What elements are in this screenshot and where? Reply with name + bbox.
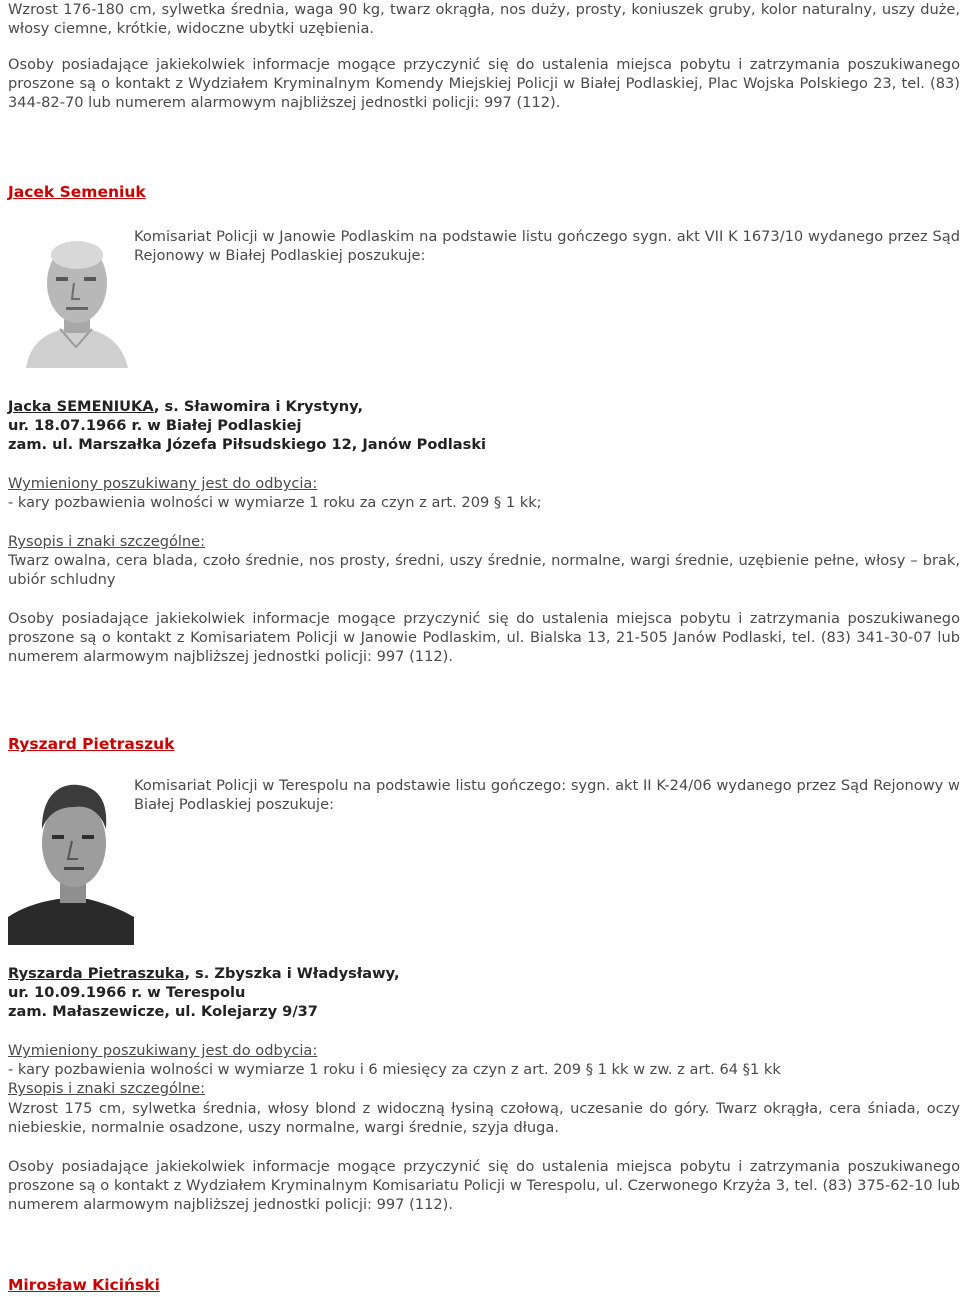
portrait-pietraszuk-image bbox=[8, 777, 134, 945]
identity-block-pietraszuk bbox=[8, 964, 960, 1021]
name-line-semeniuk bbox=[8, 397, 960, 416]
wanted-label-semeniuk: Wymieniony poszukiwany jest do odbycia: bbox=[8, 475, 318, 492]
rysopis-text-semeniuk: Twarz owalna, cera blada, czoło średnie, nos prosty, średni, uszy średnie, normalne, wargi średnie, uzębienie pełne, włosy – brak, ubiór schludny bbox=[8, 552, 960, 588]
rysopis-label-semeniuk: Rysopis i znaki szczególne: bbox=[8, 533, 206, 550]
rysopis-text-pietraszuk: Wzrost 175 cm, sylwetka średnia, włosy blond z widoczną łysiną czołową, uczesanie do góry. Twarz okrągła, cera śniada, oczy niebieskie, normalnie osadzone, uszy normalne, wargi średnie, szyja długa. bbox=[8, 1100, 960, 1136]
photo-pietraszuk bbox=[8, 777, 134, 945]
photo-semeniuk bbox=[16, 225, 136, 368]
person-heading-pietraszuk[interactable]: Ryszard Pietraszuk bbox=[8, 735, 175, 753]
intro-pietraszuk: Komisariat Policji w Terespolu na podstawie listu gończego: sygn. akt II K-24/06 wydanego przez Sąd Rejonowy w Białej Podlaskiej poszukuje: bbox=[134, 777, 960, 813]
contact-pietraszuk: Osoby posiadające jakiekolwiek informacje mogące przyczynić się do ustalenia miejsca pobytu i zatrzymania poszukiwanego proszone są o kontakt z Wydziałem Kryminalnym Komisariatu Policji w Terespolu, ul. Czerwonego Krzyża 3, tel. (83) 375-62-10 lub numerem alarmowym najbliższej jednostki policji: 997 (112). bbox=[8, 1158, 960, 1213]
previous-rysopis-text: Wzrost 176-180 cm, sylwetka średnia, waga 90 kg, twarz okrągła, nos duży, prosty, koniuszek gruby, kolor naturalny, uszy duże, włosy ciemne, krótkie, widoczne ubytki uzębienia. bbox=[8, 1, 960, 37]
wanted-text-pietraszuk: - kary pozbawienia wolności w wymiarze 1 roku i 6 miesięcy za czyn z art. 209 § 1 kk w zw. z art. 64 §1 kk bbox=[8, 1061, 781, 1078]
name-rest-pietraszuk: , s. Zbyszka i Władysławy, bbox=[184, 965, 400, 982]
person-heading-kicinski[interactable]: Mirosław Kiciński bbox=[8, 1276, 160, 1294]
name-underlined-semeniuk: Jacka SEMENIUKA bbox=[8, 398, 154, 415]
born-semeniuk: ur. 18.07.1966 r. w Białej Podlaskiej bbox=[8, 417, 302, 434]
identity-block-semeniuk bbox=[8, 397, 960, 454]
portrait-semeniuk-image bbox=[16, 225, 136, 368]
name-line-pietraszuk bbox=[8, 964, 960, 983]
previous-contact-text: Osoby posiadające jakiekolwiek informacje mogące przyczynić się do ustalenia miejsca pobytu i zatrzymania poszukiwanego proszone są o kontakt z Wydziałem Kryminalnym Komendy Miejskiej Policji w Białej Podlaskiej, Plac Wojska Polskiego 23, tel. (83) 344-82-70 lub numerem alarmowym najbliższej jednostki policji: 997 (112). bbox=[8, 56, 960, 111]
wanted-label-pietraszuk: Wymieniony poszukiwany jest do odbycia: bbox=[8, 1042, 318, 1059]
wanted-text-semeniuk: - kary pozbawienia wolności w wymiarze 1 roku za czyn z art. 209 § 1 kk; bbox=[8, 494, 542, 511]
address-pietraszuk: zam. Małaszewicze, ul. Kolejarzy 9/37 bbox=[8, 1003, 318, 1020]
rysopis-label-pietraszuk: Rysopis i znaki szczególne: bbox=[8, 1080, 206, 1097]
address-semeniuk: zam. ul. Marszałka Józefa Piłsudskiego 12, Janów Podlaski bbox=[8, 436, 487, 453]
born-pietraszuk: ur. 10.09.1966 r. w Terespolu bbox=[8, 984, 246, 1001]
intro-semeniuk: Komisariat Policji w Janowie Podlaskim na podstawie listu gończego sygn. akt VII K 1673/10 wydanego przez Sąd Rejonowy w Białej Podlaskiej poszukuje: bbox=[134, 228, 960, 264]
person-heading-semeniuk[interactable]: Jacek Semeniuk bbox=[8, 183, 146, 201]
name-underlined-pietraszuk: Ryszarda Pietraszuka bbox=[8, 965, 185, 982]
contact-semeniuk: Osoby posiadające jakiekolwiek informacje mogące przyczynić się do ustalenia miejsca pobytu i zatrzymania poszukiwanego proszone są o kontakt z Komisariatem Policji w Janowie Podlaskim, ul. Bialska 13, 21-505 Janów Podlaski, tel. (83) 341-30-07 lub numerem alarmowym najbliższej jednostki policji: 997 (112). bbox=[8, 610, 960, 665]
name-rest-semeniuk: , s. Sławomira i Krystyny, bbox=[153, 398, 364, 415]
